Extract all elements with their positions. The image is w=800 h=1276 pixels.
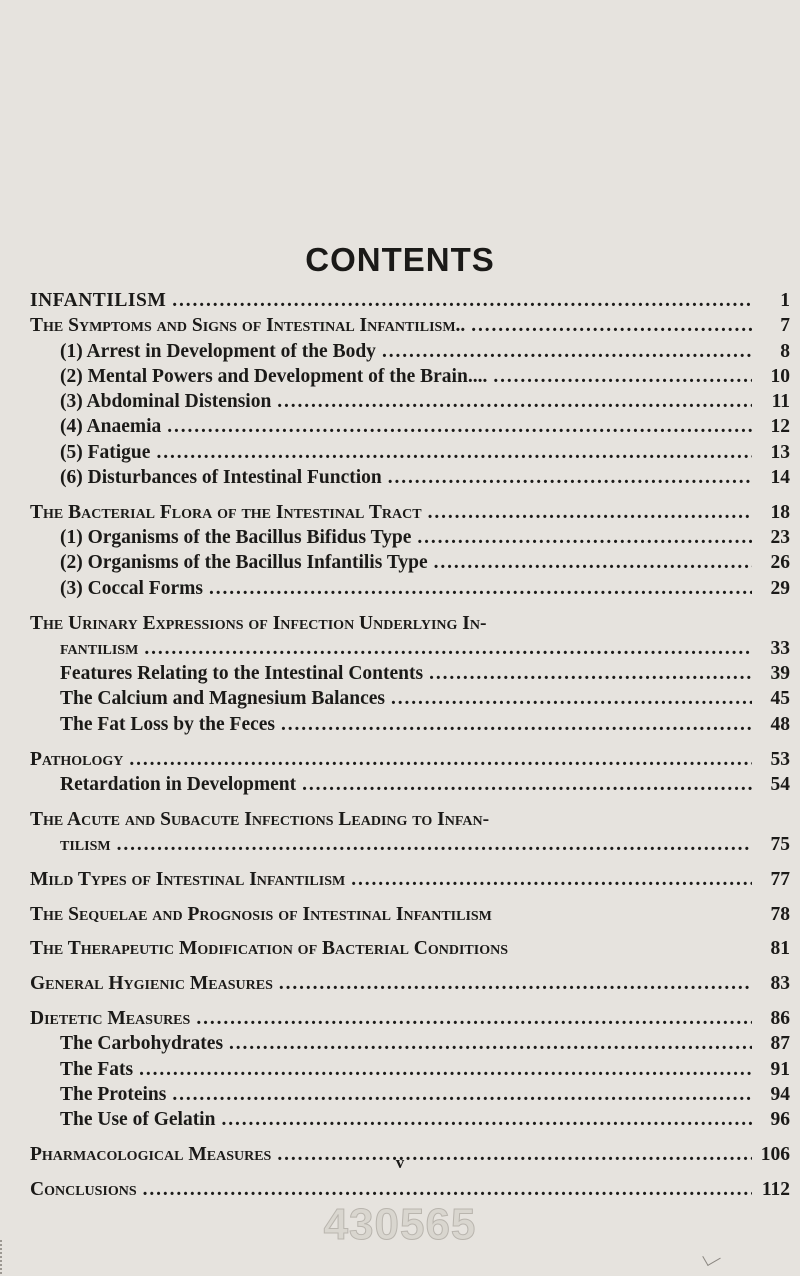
toc-leader-dots	[143, 1177, 752, 1202]
toc-entry-title: The Sequelae and Prognosis of Intestinal Infantilism	[30, 903, 492, 925]
toc-entry-title: (3) Abdominal Distension	[60, 391, 272, 413]
toc-leader-dots	[388, 465, 752, 490]
toc-entry	[30, 1107, 790, 1132]
toc-entry-page: 54	[770, 773, 790, 795]
toc-entry-page: 86	[770, 1007, 790, 1029]
toc-entry-page: 96	[770, 1109, 790, 1131]
toc-leader-dots	[382, 339, 752, 364]
toc-entry-title: General Hygienic Measures	[30, 973, 273, 995]
toc-entry-page: 39	[770, 663, 790, 685]
toc-leader-dots	[229, 1031, 752, 1056]
toc-leader-dots	[351, 867, 752, 892]
toc-leader-dots	[221, 1107, 752, 1132]
toc-entry-page: 13	[770, 441, 790, 463]
toc-entry-title: tilism	[60, 833, 111, 855]
toc-entry-title: The Urinary Expressions of Infection Underlying In-	[30, 612, 487, 634]
toc-entry	[30, 686, 790, 711]
toc-entry-page: 11	[771, 391, 790, 413]
toc-entry-title: The Calcium and Magnesium Balances	[60, 688, 386, 710]
toc-entry	[30, 611, 790, 636]
toc-entry	[30, 440, 790, 465]
toc-entry-page: 14	[770, 467, 790, 489]
toc-leader-dots	[139, 1057, 752, 1082]
toc-entry-page: 26	[770, 552, 790, 574]
toc-entry	[30, 867, 790, 892]
toc-entry-page: 75	[770, 833, 790, 855]
toc-entry-page: 29	[770, 577, 790, 599]
toc-leader-dots	[302, 772, 752, 797]
toc-entry-page: 91	[770, 1058, 790, 1080]
toc-entry	[30, 807, 790, 832]
toc-entry	[30, 339, 790, 364]
toc-leader-dots	[471, 313, 752, 338]
toc-leader-dots	[196, 1006, 752, 1031]
toc-entry-page: 12	[770, 416, 790, 438]
toc-entry-title: Retardation in Development	[60, 773, 297, 795]
toc-entry	[30, 1031, 790, 1056]
toc-leader-dots	[172, 1082, 752, 1107]
toc-entry-title: (2) Mental Powers and Development of the Brain....	[60, 365, 488, 387]
toc-entry-page: 94	[770, 1083, 790, 1105]
toc-entry	[30, 1177, 790, 1202]
toc-entry	[30, 288, 790, 313]
toc-entry-title: (5) Fatigue	[60, 441, 151, 463]
toc-leader-dots	[281, 712, 752, 737]
toc-leader-dots	[493, 364, 752, 389]
toc-entry-title: INFANTILISM	[30, 290, 167, 311]
toc-entry-title: (4) Anaemia	[60, 416, 162, 438]
toc-leader-dots	[172, 288, 752, 313]
toc-leader-dots	[391, 686, 752, 711]
table-of-contents	[30, 288, 790, 1202]
toc-entry-page: 8	[780, 340, 790, 362]
toc-entry-title: Features Relating to the Intestinal Contents	[60, 663, 424, 685]
toc-entry	[30, 1082, 790, 1107]
toc-entry	[30, 550, 790, 575]
toc-entry-title: The Acute and Subacute Infections Leading to Infan-	[30, 808, 490, 830]
toc-entry-title: Pathology	[30, 748, 124, 770]
page-edge-mark	[0, 1240, 14, 1274]
toc-entry-page: 45	[770, 688, 790, 710]
page-title: CONTENTS	[305, 241, 495, 278]
toc-entry-title: The Symptoms and Signs of Intestinal Infantilism..	[30, 315, 466, 337]
toc-entry-page: 81	[770, 938, 790, 960]
toc-entry-title: Conclusions	[30, 1178, 137, 1200]
toc-entry-title: (1) Organisms of the Bacillus Bifidus Type	[60, 527, 412, 549]
toc-entry-page: 83	[770, 973, 790, 995]
toc-entry-page: 112	[761, 1178, 790, 1200]
toc-entry	[30, 313, 790, 338]
toc-leader-dots	[156, 440, 752, 465]
toc-entry	[30, 389, 790, 414]
toc-entry-title: (6) Disturbances of Intestinal Function	[60, 467, 382, 489]
page-number: v	[395, 1153, 405, 1172]
toc-entry-title: Mild Types of Intestinal Infantilism	[30, 868, 346, 890]
toc-entry-page: 33	[770, 637, 790, 659]
toc-entry	[30, 525, 790, 550]
toc-entry-page: 78	[770, 903, 790, 925]
toc-leader-dots	[434, 550, 752, 575]
toc-entry	[30, 1006, 790, 1031]
accession-stamp: 430565	[323, 1200, 477, 1249]
toc-entry-title: The Use of Gelatin	[60, 1109, 216, 1131]
toc-entry-page: 18	[770, 501, 790, 523]
toc-entry	[30, 636, 790, 661]
toc-entry-title: The Fat Loss by the Feces	[60, 713, 276, 735]
toc-entry-title: Pharmacological Measures	[30, 1143, 272, 1165]
toc-leader-dots	[129, 747, 752, 772]
toc-entry	[30, 576, 790, 601]
toc-entry	[30, 902, 790, 927]
toc-entry	[30, 936, 790, 961]
toc-entry-page: 87	[770, 1033, 790, 1055]
toc-entry	[30, 971, 790, 996]
toc-leader-dots	[279, 971, 752, 996]
toc-entry-title: The Therapeutic Modification of Bacterial Conditions	[30, 938, 508, 960]
toc-entry-title: The Bacterial Flora of the Intestinal Tract	[30, 501, 422, 523]
toc-leader-dots	[417, 525, 752, 550]
toc-entry	[30, 832, 790, 857]
toc-entry-page: 48	[770, 713, 790, 735]
toc-entry-page: 53	[770, 748, 790, 770]
toc-leader-dots	[144, 636, 752, 661]
toc-entry-page: 23	[770, 527, 790, 549]
toc-entry-title: (1) Arrest in Development of the Body	[60, 340, 376, 362]
toc-entry-title: (3) Coccal Forms	[60, 577, 203, 599]
toc-entry-title: Dietetic Measures	[30, 1007, 191, 1029]
toc-leader-dots	[429, 661, 752, 686]
toc-entry-title: The Fats	[60, 1058, 134, 1080]
toc-entry	[30, 465, 790, 490]
toc-entry-title: The Proteins	[60, 1083, 167, 1105]
toc-entry	[30, 772, 790, 797]
toc-entry	[30, 500, 790, 525]
toc-entry-title: (2) Organisms of the Bacillus Infantilis Type	[60, 552, 428, 574]
toc-entry-page: 1	[780, 290, 790, 311]
toc-leader-dots	[209, 576, 752, 601]
pencil-check-mark	[702, 1249, 720, 1266]
toc-entry	[30, 712, 790, 737]
toc-entry	[30, 1057, 790, 1082]
toc-leader-dots	[277, 389, 752, 414]
toc-entry	[30, 414, 790, 439]
toc-entry-page: 77	[770, 868, 790, 890]
toc-leader-dots	[428, 500, 752, 525]
toc-leader-dots	[167, 414, 752, 439]
toc-entry-page: 10	[770, 365, 790, 387]
toc-entry	[30, 661, 790, 686]
toc-entry-page: 106	[760, 1143, 790, 1165]
toc-entry-page: 7	[780, 315, 790, 337]
toc-entry-title: fantilism	[60, 637, 139, 659]
toc-entry	[30, 747, 790, 772]
toc-entry	[30, 364, 790, 389]
toc-leader-dots	[117, 832, 752, 857]
toc-entry-title: The Carbohydrates	[60, 1033, 224, 1055]
